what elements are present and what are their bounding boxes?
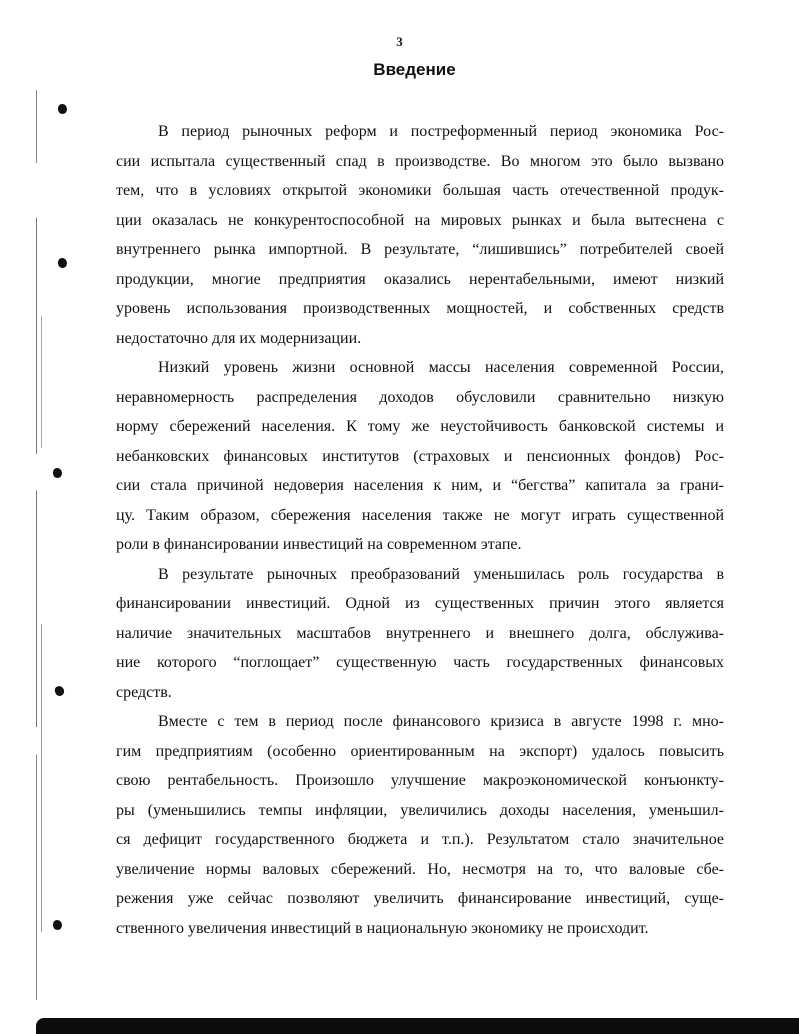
page-number: 3 bbox=[396, 34, 403, 49]
margin-rule-secondary bbox=[41, 140, 42, 1020]
bottom-scan-edge bbox=[36, 1018, 799, 1034]
text-line: ры (уменьшились темпы инфляции, увеличились доходы населения, уменьшил- bbox=[116, 801, 724, 819]
text-line: наличие значительных масштабов внутреннего и внешнего долга, обслужива- bbox=[116, 624, 724, 642]
binding-hole bbox=[53, 920, 62, 930]
text-line: внутреннего рынка импортной. В результате, “лишившись” потребителей своей bbox=[116, 241, 724, 258]
text-line: неравномерность распределения доходов обусловили сравнительно низкую bbox=[116, 388, 724, 406]
body-text bbox=[116, 117, 724, 943]
text-line: гим предприятиям (особенно ориентированным на экспорт) удалось повысить bbox=[116, 742, 724, 760]
text-line: недостаточно для их модернизации. bbox=[116, 329, 362, 347]
text-line: ние которого “поглощает” существенную часть государственных финансовых bbox=[116, 654, 724, 671]
text-line: сии стала причиной недоверия населения к ним, и “бегства” капитала за грани- bbox=[116, 477, 724, 494]
paragraph bbox=[116, 560, 724, 708]
margin-rule bbox=[36, 90, 37, 1000]
text-line: ции оказалась не конкурентоспособной на мировых рынках и была вытеснена с bbox=[116, 211, 724, 229]
text-line: роли в финансировании инвестиций на современном этапе. bbox=[116, 536, 522, 553]
binding-hole bbox=[53, 468, 62, 478]
text-line: режения уже сейчас позволяют увеличить финансирование инвестиций, суще- bbox=[116, 890, 724, 907]
text-line: сии испытала существенный спад в производстве. Во многом это было вызвано bbox=[116, 152, 724, 170]
text-line: увеличение нормы валовых сбережений. Но, несмотря на то, что валовые сбе- bbox=[116, 860, 724, 878]
paragraph bbox=[116, 117, 724, 353]
paragraph bbox=[116, 707, 724, 943]
text-line: В результате рыночных преобразований уменьшилась роль государства в bbox=[158, 565, 724, 583]
text-line: тем, что в условиях открытой экономики большая часть отечественной продук- bbox=[116, 182, 724, 199]
text-line: свою рентабельность. Произошло улучшение макроэкономической конъюнкту- bbox=[116, 772, 724, 789]
binding-hole bbox=[58, 104, 67, 114]
binding-hole bbox=[54, 685, 66, 697]
text-line: финансировании инвестиций. Одной из существенных причин этого является bbox=[116, 595, 724, 612]
text-line: Низкий уровень жизни основной массы населения современной России, bbox=[158, 359, 724, 376]
page-title: Введение bbox=[373, 60, 456, 79]
text-line: норму сбережений населения. К тому же неустойчивость банковской системы и bbox=[116, 418, 724, 435]
text-line: цу. Таким образом, сбережения населения также не могут играть существенной bbox=[116, 506, 724, 524]
text-line: В период рыночных реформ и постреформенный период экономика Рос- bbox=[158, 123, 724, 140]
text-line: ственного увеличения инвестиций в национальную экономику не происходит. bbox=[116, 919, 649, 937]
binding-hole bbox=[58, 258, 67, 268]
text-line: уровень использования производственных мощностей, и собственных средств bbox=[116, 300, 724, 317]
text-line: продукции, многие предприятия оказались нерентабельными, имеют низкий bbox=[116, 270, 724, 288]
text-line: небанковских финансовых институтов (страховых и пенсионных фондов) Рос- bbox=[116, 447, 724, 465]
text-line: ся дефицит государственного бюджета и т.п.). Результатом стало значительное bbox=[116, 831, 724, 848]
paragraph bbox=[116, 353, 724, 560]
text-line: Вместе с тем в период после финансового кризиса в августе 1998 г. мно- bbox=[158, 713, 724, 730]
text-line: средств. bbox=[116, 683, 172, 701]
